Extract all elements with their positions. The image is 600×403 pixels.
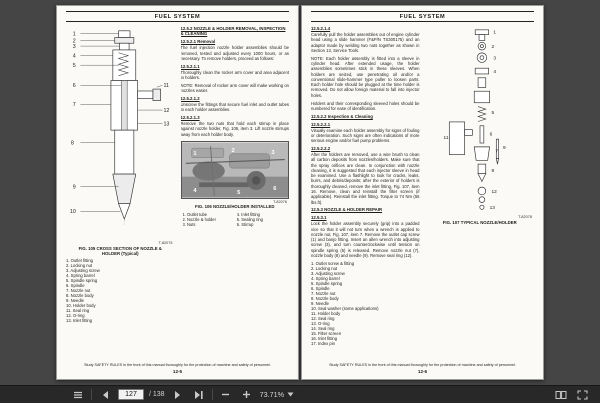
parts-list-item: 7. Nozzle nut — [66, 288, 91, 293]
page-right-sections — [311, 26, 420, 258]
page-number-label: 12-5 — [172, 369, 183, 374]
svg-text:11: 11 — [443, 136, 449, 142]
parts-list-item: 6. Spindle — [66, 282, 85, 288]
parts-list-item: 1. Outlet screw & fitting — [311, 260, 355, 266]
page-number-input[interactable] — [118, 389, 144, 400]
manual-section — [311, 215, 420, 258]
sidebar-toggle-button[interactable] — [70, 388, 86, 402]
section-heading: 12.5.2.1.1 — [180, 63, 200, 69]
svg-text:11: 11 — [163, 83, 170, 90]
section-body: Holders and their corresponding sleeved holes should be numbered for ease of identification. — [311, 100, 420, 111]
fig105-caption: FIG. 105 CROSS SECTION OF NOZZLE & HOLDER (Typical) — [78, 245, 162, 256]
legend-item: 5. Sealing ring — [236, 216, 263, 222]
page-left-columns — [57, 24, 298, 352]
svg-text:13: 13 — [489, 206, 495, 212]
page-count-label: / 138 — [149, 391, 165, 398]
section-heading: 12.5.2 NOZZLE & HOLDER REMOVAL, INSPECTION & CLEANING — [180, 26, 286, 37]
parts-list-item: 12. O-ring — [66, 313, 85, 319]
zoom-in-icon — [242, 390, 251, 399]
page-left-sections — [181, 26, 290, 137]
svg-text:5: 5 — [491, 111, 494, 117]
fig107-caption: FIG. 107 TYPICAL NOZZLE/HOLDER — [442, 219, 517, 225]
section-heading: 12.5.2.1.2 — [180, 95, 200, 101]
parts-list-item: 11. Holder body — [311, 311, 341, 317]
svg-text:8: 8 — [71, 140, 75, 147]
svg-text:10: 10 — [70, 209, 77, 216]
last-page-button[interactable] — [191, 388, 207, 402]
svg-text:2: 2 — [491, 45, 494, 51]
legend-item: 3. Nuts — [182, 221, 196, 227]
svg-text:8: 8 — [491, 168, 494, 174]
two-page-view-button[interactable] — [553, 388, 569, 402]
page-spread — [56, 5, 544, 380]
svg-text:6: 6 — [272, 185, 276, 192]
page-left-header: FUEL SYSTEM — [66, 11, 289, 22]
section-body: NOTE: Removal of rocker arm cover will make working on nozzles easier. — [180, 82, 289, 94]
parts-list-item: 3. Adjusting screw — [66, 267, 100, 273]
parts-list-item: 1. Outlet fitting — [66, 257, 93, 263]
page-left-footer — [66, 363, 289, 375]
legend-item: 1. Outlet tube — [182, 211, 208, 217]
svg-text:13: 13 — [163, 121, 170, 128]
section-heading: 12.5.2.2 Inspection & Cleaning — [311, 113, 373, 119]
page-left-col-text — [181, 26, 290, 352]
section-heading: 12.5.2.1 Removal — [180, 39, 216, 45]
zoom-level-control[interactable] — [260, 390, 294, 399]
fig106-photo — [181, 141, 290, 199]
parts-list-item: 9. Needle — [66, 298, 84, 304]
parts-list-item: 10. Holder body — [66, 303, 96, 309]
svg-text:4: 4 — [72, 53, 76, 60]
parts-list-item: 2. Locking nut — [311, 265, 338, 271]
fig106-legend — [181, 212, 290, 227]
zoom-out-button[interactable] — [218, 388, 234, 402]
previous-page-button[interactable] — [97, 388, 113, 402]
section-body: Carefully pull the holder assemblies out of engine cylinder head using a slide hammer (F&P/N TS300175) and an adaptor made by welding two nuts together as shown in Section 13, Service Tools. — [311, 31, 420, 53]
parts-list-item: 4. Spring barrel — [66, 272, 95, 278]
safety-rules-line: Study SAFETY RULES in the front of this manual thoroughly for the protection of machine and safety of personnel. — [84, 362, 271, 367]
section-body: Lock the holder assembly securely (grip) into a padded vice so that it will not turn when a wrench is applied to nozzle nut, Fig. 107, item 7. Remove the outlet cap screw (1) and banjo fitting. Insert an allen wrench into adjusting screw (3), and turn counterclockwise until tension on spindle spring (5) is released. Remove nozzle nut (7), nozzle body (8) and needle (9). Remove seal ring (12). — [311, 221, 420, 258]
svg-text:1: 1 — [72, 31, 76, 38]
viewer-toolbar — [0, 385, 600, 403]
last-page-icon — [194, 390, 204, 400]
page-number-label: 12-6 — [417, 369, 428, 374]
fig107-parts-list — [311, 261, 420, 347]
legend-item: 2. Nozzle & holder — [182, 216, 216, 222]
fig107-ref-label: T-82078 — [518, 215, 532, 219]
page-right-col-text — [311, 26, 420, 352]
section-heading: 12.5.2.1.4 — [311, 26, 331, 31]
fig105-ref-label: T-82075 — [158, 241, 173, 245]
parts-list-item: 10. Seal washer (some applications) — [311, 306, 379, 312]
svg-text:7: 7 — [72, 102, 76, 109]
section-body: Unscrew the fittings that secure fuel inlet and outlet tubes to each holder assemblies. — [180, 101, 289, 113]
parts-list-item: 13. O-ring — [311, 321, 330, 327]
manual-section — [311, 207, 420, 212]
page-right-col-figure — [426, 26, 535, 352]
parts-list-item: 4. Spring barrel — [311, 275, 340, 281]
parts-list-item: 12. Seal ring — [311, 316, 335, 322]
zoom-level-label: 73.71% — [259, 390, 284, 399]
parts-list-item: 6. Spindle — [311, 286, 330, 291]
fig105-parts-list — [66, 258, 175, 323]
parts-list-item: 3. Adjusting screw — [311, 270, 345, 276]
parts-list-item: 5. Spindle spring — [66, 277, 98, 283]
svg-text:3: 3 — [493, 56, 496, 62]
toolbar-separator — [91, 389, 92, 400]
svg-text:5: 5 — [236, 189, 240, 196]
page-left — [56, 5, 299, 380]
parts-list-item: 8. Nozzle body — [66, 293, 94, 299]
fig107-exploded-view-drawing — [430, 26, 530, 214]
manual-section — [311, 146, 420, 205]
fig106-ref-label: T-82076 — [273, 199, 287, 204]
chevron-down-icon — [287, 392, 294, 397]
manual-section — [311, 122, 420, 144]
svg-text:3: 3 — [270, 149, 275, 156]
parts-list-item: 14. Seal ring — [311, 326, 335, 332]
fig106-caption: FIG. 106 NOZZLE/HOLDER INSTALLED — [195, 204, 275, 210]
manual-section — [181, 26, 290, 37]
parts-list-item: 13. Inlet fitting — [66, 318, 93, 324]
svg-text:12: 12 — [163, 107, 170, 114]
section-heading: 12.5.2.2.2 — [311, 146, 331, 152]
section-body: After the holders are removed, use a wire brush to clean all carbon deposits from nozzles/holders. Make sure that the spray orifices are clean. In conjunction with nozzle cleaning, it is suggested that each injector sleeve in head be examined. Use a flashlight to look for cracks, leaks, burrs, and debris/deposits; after the exterior of holders is thoroughly cleaned, remove the inlet fitting, Fig. 107, item 16. Remove, clean and reinstall the filter screen (if applicable). Reinstall the inlet fitting. Torque to 74 Nm (55 lbs.ft). — [311, 151, 420, 205]
svg-text:9: 9 — [72, 184, 76, 191]
svg-text:7: 7 — [495, 149, 498, 155]
previous-page-icon — [101, 390, 110, 400]
svg-text:4: 4 — [192, 187, 197, 194]
svg-text:3: 3 — [72, 44, 76, 51]
section-heading: 12.5.3.1 — [311, 215, 327, 221]
fullscreen-button[interactable] — [574, 388, 590, 402]
parts-list-item: 5. Spindle spring — [311, 280, 343, 286]
page-right-header: FUEL SYSTEM — [311, 11, 534, 22]
zoom-out-icon — [221, 390, 230, 399]
manual-section — [311, 114, 420, 119]
parts-list-item: 11. Seal ring — [66, 308, 90, 314]
sidebar-toggle-icon — [73, 390, 83, 400]
next-page-icon — [173, 390, 182, 400]
legend-item: 4. Inlet fitting — [236, 211, 260, 217]
zoom-in-button[interactable] — [239, 388, 255, 402]
svg-text:1: 1 — [192, 150, 197, 157]
svg-text:9: 9 — [502, 145, 506, 151]
next-page-button[interactable] — [170, 388, 186, 402]
svg-text:6: 6 — [489, 132, 493, 138]
toolbar-separator — [212, 389, 213, 400]
svg-text:2: 2 — [72, 38, 76, 45]
section-heading: 12.5.3 NOZZLE & HOLDER REPAIR — [311, 207, 383, 213]
manual-section — [181, 115, 290, 137]
page-right-footer — [311, 363, 534, 375]
section-body: NOTE: Each holder assembly is fitted into a sleeve in cylinder head. After extended usage, the holder assemblies sometimes stick in these sleeves. When holders are seized, use penetrating oil and/or a conventional slide-hammer type puller to loosen parts. Each holder hole should be plugged at the time holder is removed. Do not allow foreign material to fall into injector holes. — [311, 55, 420, 98]
svg-text:2: 2 — [230, 147, 235, 154]
section-heading: 12.5.2.1.3 — [180, 115, 200, 121]
two-page-view-icon — [555, 390, 567, 400]
page-right — [301, 5, 544, 380]
svg-text:4: 4 — [493, 70, 496, 75]
manual-section — [181, 96, 290, 113]
manual-section — [311, 101, 420, 112]
svg-text:5: 5 — [72, 63, 76, 70]
manual-section — [181, 39, 290, 61]
page-right-columns — [302, 24, 543, 352]
parts-list-item: 9. Needle — [311, 301, 329, 307]
page-left-col-figure — [66, 26, 175, 352]
safety-rules-line: Study SAFETY RULES in the front of this manual thoroughly for the protection of machine and safety of personnel. — [329, 362, 516, 367]
svg-text:1: 1 — [493, 30, 496, 36]
manual-section — [311, 56, 420, 98]
manual-section — [181, 83, 290, 94]
fig105-cross-section-drawing — [67, 26, 173, 240]
svg-text:12: 12 — [491, 189, 497, 195]
section-body: Remove the two nuts that hold each stirrup in place against nozzle holder, Fig. 106, item 3. Lift nozzle stirrups away from each holder body. — [180, 121, 289, 137]
manual-section — [181, 64, 290, 81]
parts-list-item: 8. Nozzle body — [311, 296, 339, 302]
parts-list-item: 16. Inlet fitting — [311, 336, 338, 342]
svg-text:6: 6 — [72, 83, 76, 90]
fig106-photo-image — [182, 142, 289, 198]
legend-item: 6. Stirrup — [236, 221, 254, 227]
section-body: The fuel injection nozzle holder assemblies should be removed, tested and adjusted every 1000 hours, or as necessary. To remove holders, proceed as follows: — [180, 45, 289, 61]
parts-list-item: 17. Index pin — [311, 341, 335, 347]
fullscreen-icon — [577, 390, 588, 400]
manual-section — [311, 26, 420, 53]
section-heading: 12.5.2.2.1 — [311, 121, 331, 127]
section-body: Visually examine each holder assembly for signs of fouling or deterioration. Such signs are often indications of more serious engine and/or fuel pump problems. — [311, 127, 420, 144]
section-body: Thoroughly clean the rocker arm cover and area adjacent to holders. — [180, 69, 289, 80]
parts-list-item: 2. Locking nut — [66, 262, 93, 268]
parts-list-item: 7. Nozzle nut — [311, 291, 336, 297]
parts-list-item: 15. Filter screen — [311, 331, 342, 337]
